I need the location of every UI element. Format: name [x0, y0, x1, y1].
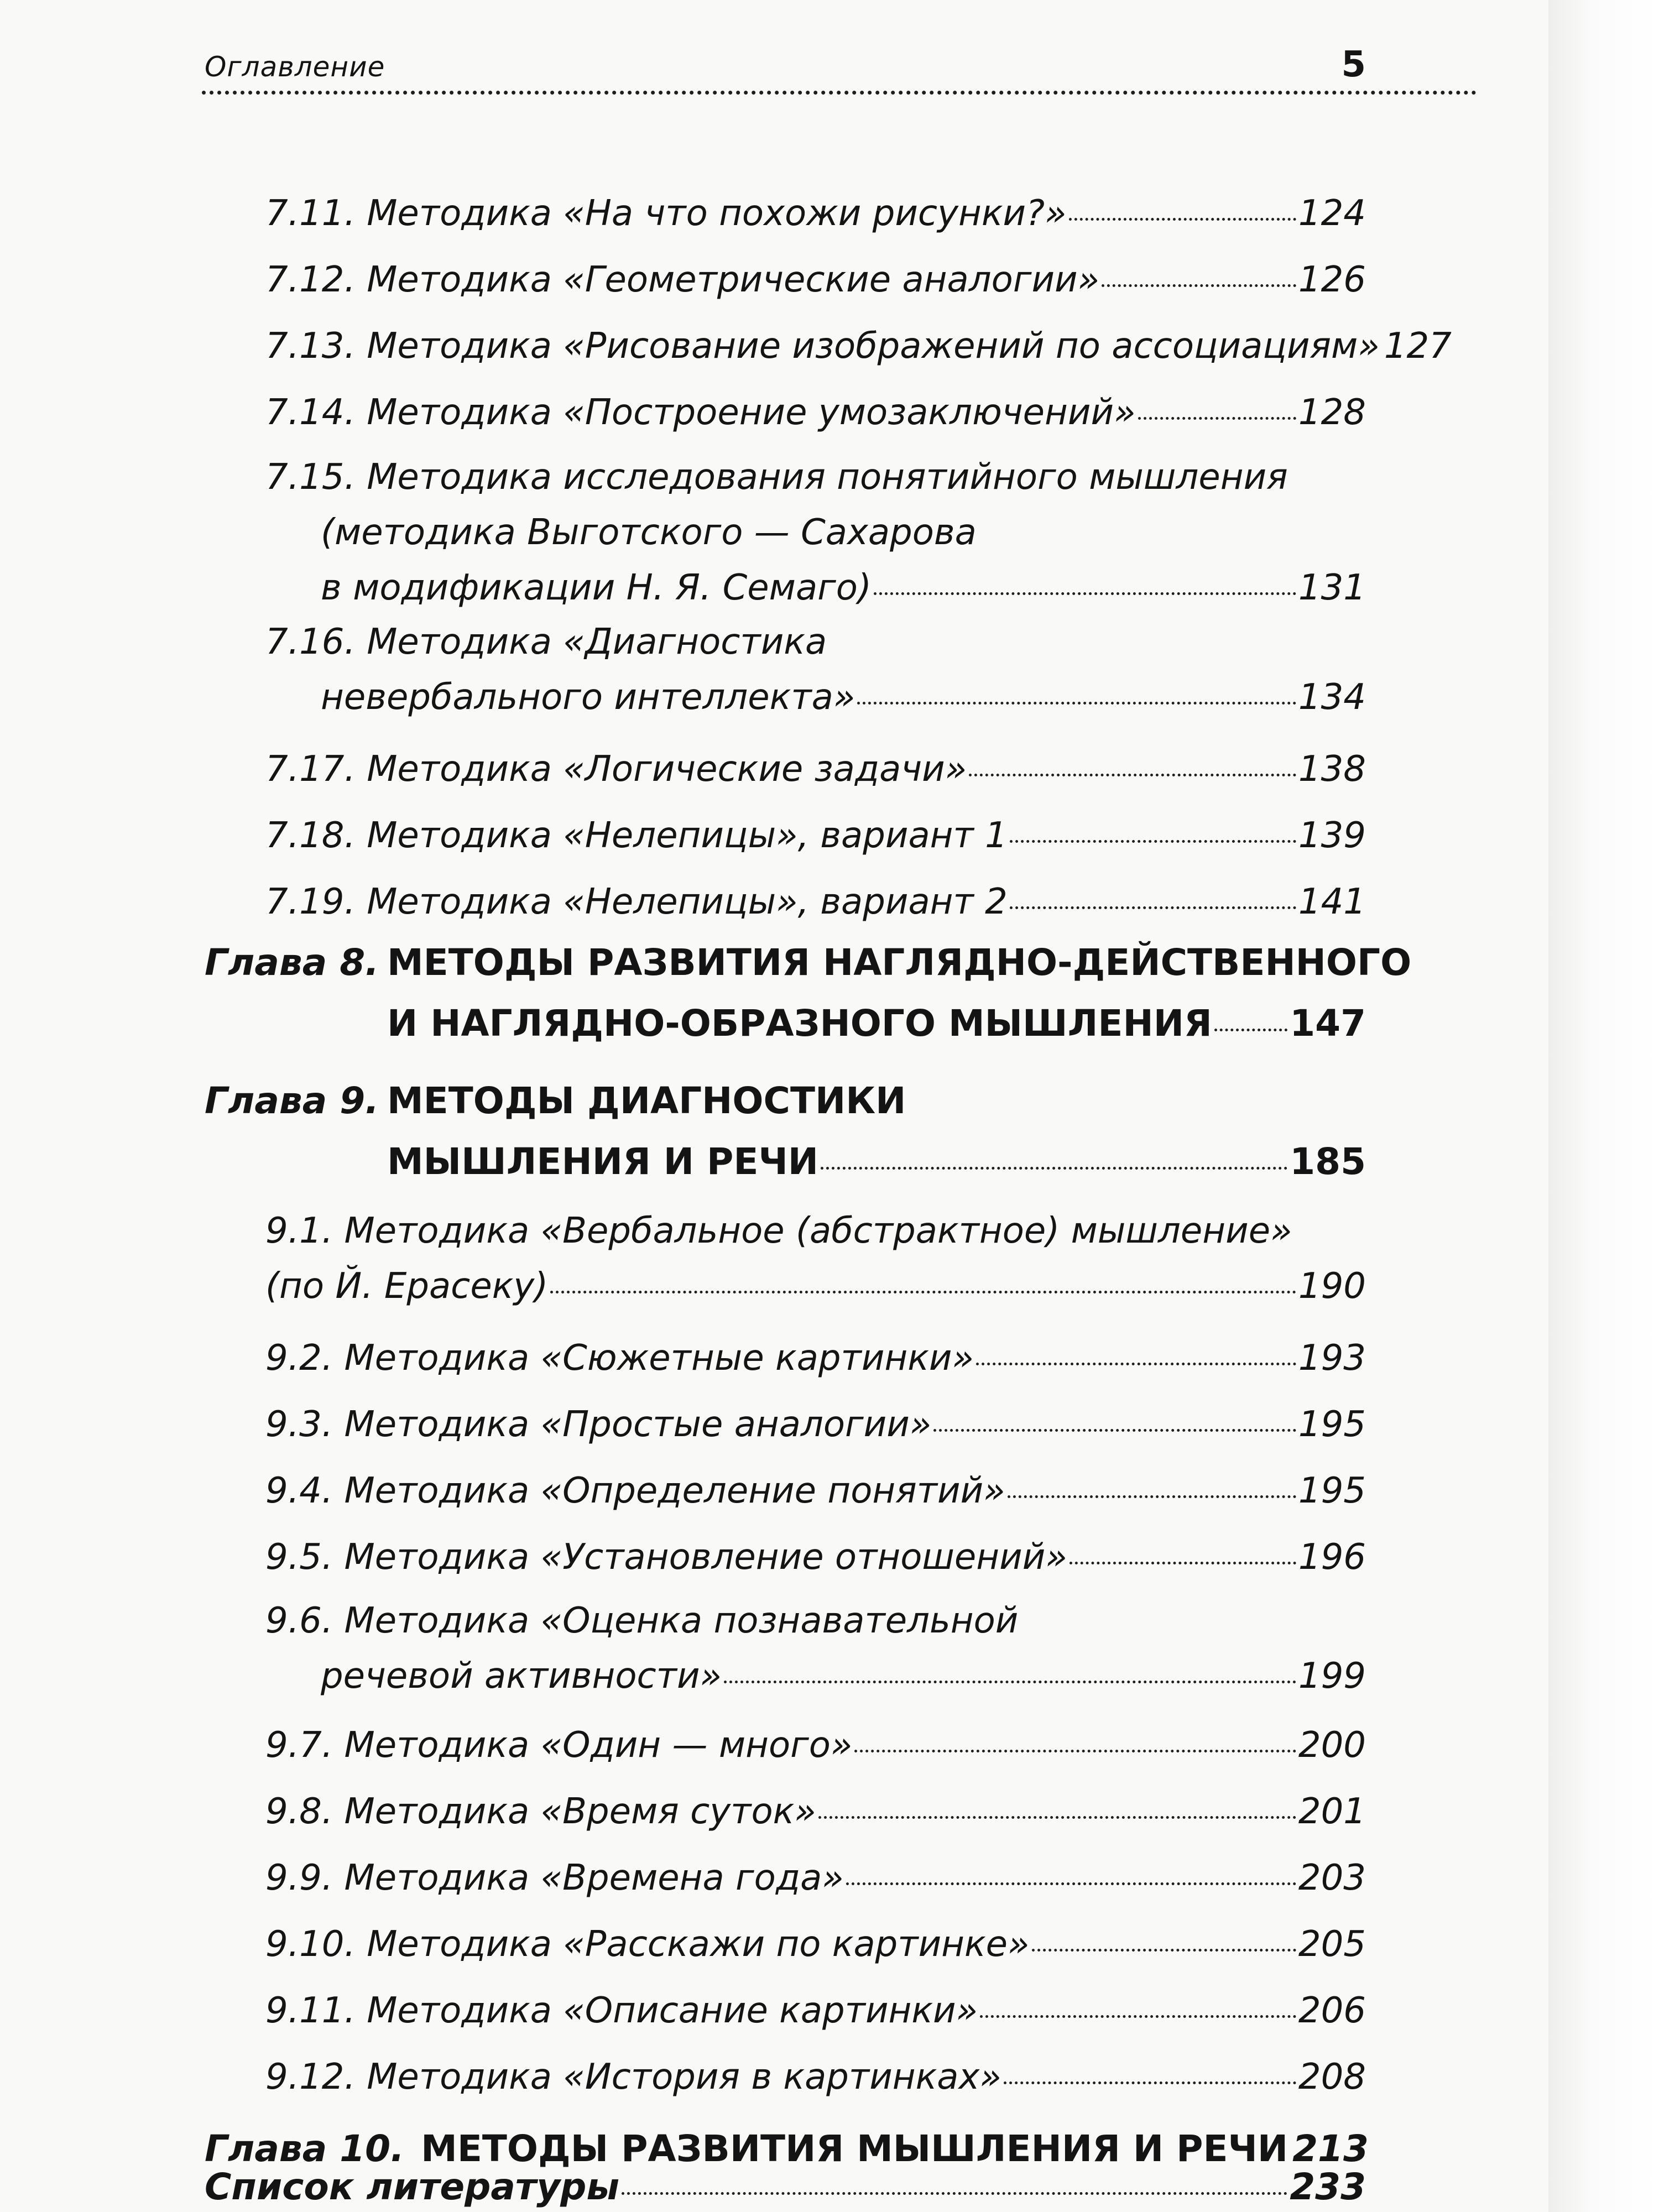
toc-entry	[265, 252, 1366, 308]
dot-leader	[550, 1291, 1296, 1293]
toc-entry	[265, 1717, 1366, 1773]
toc-entry-page: 124	[1298, 193, 1366, 234]
toc-entry-title: 7.12. Методика «Геометрические аналогии»	[265, 259, 1100, 300]
toc-entry	[265, 318, 1452, 374]
toc-entry-page: 195	[1298, 1404, 1366, 1445]
toc-entry	[265, 874, 1366, 930]
toc-entry-page: 195	[1298, 1470, 1366, 1511]
dot-leader	[976, 1363, 1296, 1365]
dot-leader	[1138, 417, 1296, 420]
toc-entry-page: 203	[1298, 1858, 1366, 1898]
toc-entry	[265, 185, 1366, 242]
dot-leader	[1010, 906, 1296, 909]
toc-entry	[265, 1850, 1366, 1906]
toc-entry-title: 9.11. Методика «Описание картинки»	[265, 1990, 978, 2031]
dot-leader	[874, 592, 1296, 595]
chapter-title-line: И НАГЛЯДНО-ОБРАЗНОГО МЫШЛЕНИЯ	[387, 1002, 1212, 1045]
dot-leader	[857, 702, 1296, 705]
toc-entry	[265, 807, 1366, 864]
toc-entry	[265, 1258, 1366, 1314]
toc-entry-title: 7.11. Методика «На что похожи рисунки?»	[265, 193, 1067, 234]
dot-leader	[1214, 1029, 1287, 1031]
toc-entry	[265, 1396, 1366, 1453]
dot-leader	[1032, 1949, 1296, 1952]
toc-entry-title-line: (методика Выготского — Сахарова	[321, 512, 977, 553]
dot-leader	[1069, 218, 1296, 221]
toc-chapter	[387, 995, 1366, 1052]
toc-entry-title-line: в модификации Н. Я. Семаго)	[321, 567, 872, 608]
toc-entry-title-line: речевой активности»	[321, 1656, 722, 1697]
toc-entry-title-line: 7.15. Методика исследования понятийного мышления	[265, 457, 1288, 498]
toc-entry-title: 7.19. Методика «Нелепицы», вариант 2	[265, 881, 1008, 922]
toc-entry	[265, 1463, 1366, 1519]
toc-entry-page: 206	[1298, 1990, 1366, 2031]
toc-entry-page: 185	[1290, 1140, 1366, 1183]
toc-entry	[265, 1529, 1366, 1585]
toc-entry	[265, 1916, 1366, 1973]
toc-entry	[265, 741, 1366, 797]
header-divider	[202, 91, 1477, 95]
toc-entry-title: 9.2. Методика «Сюжетные картинки»	[265, 1338, 974, 1379]
toc-entry-page: 138	[1298, 749, 1366, 790]
toc-entry-page: 196	[1298, 1537, 1366, 1578]
toc-bibliography	[205, 2165, 1366, 2209]
dot-leader	[933, 1429, 1296, 1432]
toc-entry	[321, 669, 1366, 726]
toc-entry-title: 9.3. Методика «Простые аналогии»	[265, 1404, 932, 1445]
toc-entry-page: 126	[1298, 259, 1366, 300]
toc-entry-title-line: 9.6. Методика «Оценка познавательной	[265, 1600, 1019, 1641]
dot-leader	[980, 2015, 1296, 2018]
toc-entry-title: 7.17. Методика «Логические задачи»	[265, 749, 967, 790]
page-number: 5	[1341, 44, 1366, 85]
toc-entry-title: 9.10. Методика «Расскажи по картинке»	[265, 1924, 1030, 1965]
toc-entry	[265, 2049, 1366, 2105]
toc-entry	[265, 384, 1366, 441]
chapter-title-line: МЕТОДЫ ДИАГНОСТИКИ	[387, 1079, 906, 1122]
dot-leader	[724, 1681, 1296, 1683]
toc-chapter	[387, 1134, 1366, 1190]
toc-entry-title-line: (по Й. Ерасеку)	[265, 1266, 549, 1307]
dot-leader	[622, 2192, 1287, 2195]
toc-entry-title: 7.14. Методика «Построение умозаключений»	[265, 392, 1136, 433]
toc-entry-page: 128	[1298, 392, 1366, 433]
dot-leader	[1004, 2081, 1296, 2084]
toc-entry-title: 7.18. Методика «Нелепицы», вариант 1	[265, 815, 1008, 856]
toc-entry	[265, 1783, 1366, 1840]
dot-leader	[818, 1816, 1296, 1819]
chapter-title-line: МЕТОДЫ РАЗВИТИЯ НАГЛЯДНО-ДЕЙСТВЕННОГО	[387, 941, 1412, 984]
running-header-title: Оглавление	[205, 51, 385, 83]
bibliography-title: Список литературы	[205, 2166, 620, 2208]
toc-entry-page: 200	[1298, 1725, 1366, 1766]
toc-entry-title: 9.4. Методика «Определение понятий»	[265, 1470, 1005, 1511]
toc-entry-page: 193	[1298, 1338, 1366, 1379]
chapter-label: Глава 10.	[205, 2127, 405, 2170]
chapter-title: МЕТОДЫ РАЗВИТИЯ МЫШЛЕНИЯ И РЕЧИ	[421, 2127, 1288, 2170]
dot-leader	[1070, 1562, 1296, 1564]
toc-entry-title: 9.7. Методика «Один — много»	[265, 1725, 853, 1766]
dot-leader	[1010, 840, 1296, 843]
toc-entry-page: 208	[1298, 2057, 1366, 2098]
toc-entry-page: 213	[1292, 2127, 1369, 2170]
dot-leader	[1102, 284, 1296, 287]
toc-entry-page: 134	[1298, 677, 1366, 718]
toc-entry-page: 147	[1290, 1002, 1366, 1045]
dot-leader	[854, 1750, 1296, 1752]
toc-entry-page: 139	[1298, 815, 1366, 856]
toc-entry	[321, 1648, 1366, 1704]
toc-entry-page: 131	[1298, 567, 1366, 608]
toc-entry-title-line: невербального интеллекта»	[321, 677, 855, 718]
dot-leader	[969, 774, 1296, 776]
toc-entry-page: 201	[1298, 1791, 1366, 1832]
toc-entry-page: 199	[1298, 1656, 1366, 1697]
toc-entry-page: 205	[1298, 1924, 1366, 1965]
page-edge-shadow	[1548, 0, 1659, 2212]
toc-entry-title-line: 9.1. Методика «Вербальное (абстрактное) мышление»	[265, 1211, 1292, 1251]
toc-entry-title: 9.5. Методика «Установление отношений»	[265, 1537, 1067, 1578]
dot-leader	[846, 1882, 1296, 1885]
dot-leader	[821, 1167, 1287, 1170]
toc-entry-page: 141	[1298, 881, 1366, 922]
chapter-label: Глава 9.	[205, 1079, 379, 1122]
toc-entry	[321, 560, 1366, 616]
toc-entry	[265, 1330, 1366, 1386]
chapter-title-line: МЫШЛЕНИЯ И РЕЧИ	[387, 1140, 819, 1183]
toc-entry-title: 9.8. Методика «Время суток»	[265, 1791, 816, 1832]
toc-entry-page: 127	[1384, 326, 1452, 367]
toc-entry-title: 7.13. Методика «Рисование изображений по ассоциациям»	[265, 326, 1380, 367]
toc-entry-title: 9.12. Методика «История в картинках»	[265, 2057, 1001, 2098]
toc-entry-page: 233	[1290, 2166, 1366, 2208]
dot-leader	[1008, 1495, 1296, 1498]
toc-entry-page: 190	[1298, 1266, 1366, 1307]
toc-entry	[265, 1983, 1366, 2039]
chapter-label: Глава 8.	[205, 941, 379, 984]
toc-entry-title-line: 7.16. Методика «Диагностика	[265, 622, 827, 662]
toc-entry-title: 9.9. Методика «Времена года»	[265, 1858, 844, 1898]
